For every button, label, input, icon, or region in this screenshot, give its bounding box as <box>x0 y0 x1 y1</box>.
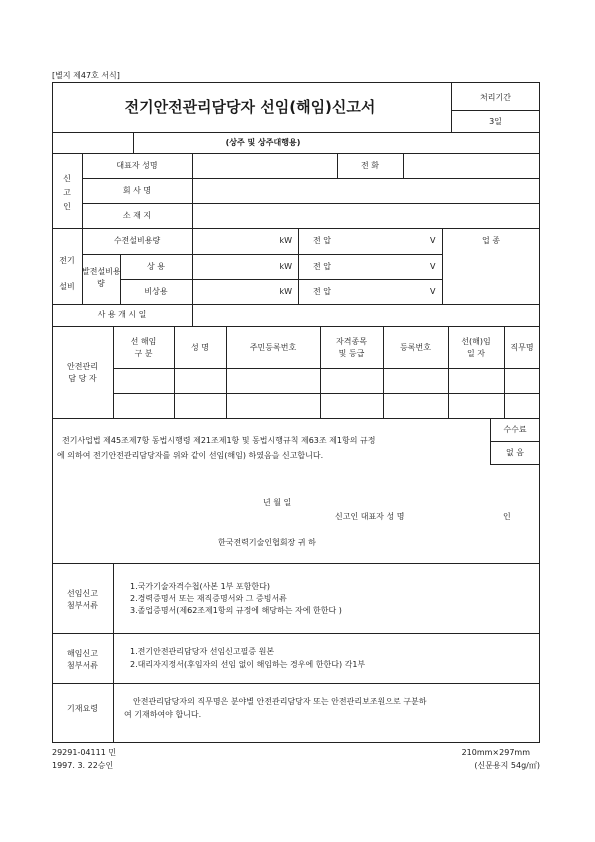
voltage-label: 전 압 <box>313 262 331 271</box>
notes-line-2: 여 기재하여야 합니다. <box>124 710 202 719</box>
col-cert-header <box>320 336 383 360</box>
col-rrn-header: 주민등록번호 <box>249 343 297 352</box>
dismiss-doc-item: 1.전기안전관리담당자 선임신고필증 원본 <box>130 647 275 656</box>
divider <box>52 563 540 564</box>
footer-approval: 1997. 3. 22승인 <box>52 761 114 770</box>
col-role-header: 직무명 <box>510 343 534 352</box>
manager-label-line: 담 당 자 <box>68 374 97 383</box>
footer-paper: (신문용지 54g/㎡) <box>474 761 540 770</box>
company-label: 회 사 명 <box>122 186 152 195</box>
divider <box>52 633 540 634</box>
voltage-label: 전 압 <box>313 287 331 296</box>
header-line: 구 분 <box>134 349 153 358</box>
seal-mark: 인 <box>503 512 511 521</box>
divider <box>383 326 384 418</box>
divider <box>298 228 299 304</box>
start-date-field[interactable] <box>195 307 535 324</box>
kw-unit: kW <box>279 262 292 271</box>
divider <box>403 153 404 178</box>
header-line: 선 해임 <box>130 337 157 346</box>
kw-unit: kW <box>279 287 292 296</box>
dismiss-doc-item: 2.대리자지정서(후임자의 선임 없이 해임하는 경우에 한한다) 각1부 <box>130 660 366 669</box>
col-name-header: 성 명 <box>191 343 209 352</box>
fee-value: 없 음 <box>506 448 524 457</box>
header-line: 일 자 <box>467 349 485 358</box>
kw-unit: kW <box>279 236 292 245</box>
rep-name-field[interactable] <box>195 156 335 175</box>
col-date-header <box>448 336 504 360</box>
voltage-label: 전 압 <box>313 236 331 245</box>
equipment-label-line: 전기 <box>59 256 75 265</box>
appoint-doc-item: 2.경력증명서 또는 재직증명서와 그 증빙서류 <box>130 594 287 603</box>
declaration-line-1: 전기사업법 제45조제7항 동법시행령 제21조제1항 및 동법시행규칙 제63조 제1항의 규정 <box>62 436 376 445</box>
date-line: 년 월 일 <box>263 498 292 507</box>
volt-unit: V <box>430 262 436 271</box>
divider <box>504 326 505 418</box>
gen-label-line: 량 <box>97 279 105 288</box>
divider <box>52 228 540 229</box>
divider <box>113 368 540 369</box>
divider <box>52 132 540 133</box>
appoint-doc-item: 3.졸업증명서(제62조제1항의 규정에 해당하는 자에 한한다 ) <box>130 606 342 615</box>
start-date-label: 사 용 개 시 일 <box>97 310 147 319</box>
generation-capacity-label <box>82 266 120 290</box>
recipient: 한국전력기술인협회장 귀 하 <box>218 538 316 547</box>
header-line: 자격종목 <box>336 337 367 346</box>
rep-name-label: 대표자 성명 <box>116 161 158 170</box>
volt-unit: V <box>430 236 436 245</box>
equipment-section-label <box>52 248 82 300</box>
divider <box>490 464 540 465</box>
manager-label-line: 안전관리 <box>67 362 98 371</box>
footer-code: 29291-04111 민 <box>52 748 117 757</box>
label-line: 해임신고 <box>67 649 98 658</box>
divider <box>120 279 442 280</box>
notes-line-1: 안전관리담당자의 직무명은 분야별 안전관리담당자 또는 안전관리보조원으로 구분하 <box>133 697 427 706</box>
form-label: [별지 제47호 서식] <box>52 71 120 80</box>
form-subtitle: (상주 및 상주대행용) <box>225 138 301 147</box>
col-type-header <box>113 336 174 360</box>
phone-field[interactable] <box>406 156 536 175</box>
company-field[interactable] <box>195 181 535 200</box>
address-label: 소 재 지 <box>122 211 152 220</box>
appoint-docs-label <box>52 588 113 612</box>
divider <box>52 153 540 154</box>
address-field[interactable] <box>195 206 535 225</box>
appoint-doc-item: 1.국가기술자격수첩(사본 1부 포함한다) <box>130 582 270 591</box>
divider <box>174 326 175 418</box>
header-line: 및 등급 <box>338 349 365 358</box>
divider <box>52 304 540 305</box>
applicant-char: 고 <box>63 188 71 197</box>
processing-period-label: 처리기간 <box>480 93 511 102</box>
divider <box>192 153 193 228</box>
divider <box>52 326 540 327</box>
divider <box>52 683 540 684</box>
applicant-char: 인 <box>63 202 71 211</box>
divider <box>113 393 540 394</box>
divider <box>82 254 442 255</box>
manager-section-label <box>52 361 113 385</box>
gen-label-line: 발전설비용 <box>82 267 121 276</box>
applicant-char: 신 <box>63 174 71 183</box>
dismiss-docs-label <box>52 648 113 672</box>
regular-label: 상 용 <box>147 262 165 271</box>
divider <box>82 203 540 204</box>
divider <box>113 563 114 743</box>
col-reg-header: 등록번호 <box>400 343 431 352</box>
applicant-section-label <box>52 172 82 214</box>
divider <box>82 178 540 179</box>
divider <box>192 304 193 326</box>
fee-label: 수수료 <box>503 425 527 434</box>
divider <box>192 228 193 304</box>
divider <box>52 418 540 419</box>
emergency-label: 비상용 <box>144 287 168 296</box>
footer-size: 210mm×297mm <box>461 748 530 757</box>
volt-unit: V <box>430 287 436 296</box>
label-line: 첨부서류 <box>67 601 98 610</box>
divider <box>451 110 540 111</box>
label-line: 선임신고 <box>67 589 98 598</box>
divider <box>490 441 540 442</box>
phone-label: 전 화 <box>361 161 379 170</box>
label-line: 첨부서류 <box>67 661 98 670</box>
declaration-line-2: 에 의하여 전기안전관리담당자를 위와 같이 선임(해임) 하였음을 신고합니다. <box>57 451 324 460</box>
notes-label: 기재요령 <box>67 704 98 713</box>
capacity-label: 수전설비용량 <box>113 236 161 245</box>
divider <box>226 326 227 418</box>
business-type-label: 업 종 <box>482 236 500 245</box>
processing-period-value: 3일 <box>489 117 502 126</box>
form-title: 전기안전관리담당자 선임(해임)신고서 <box>124 98 376 116</box>
signer-label: 신고인 대표자 성 명 <box>335 512 405 521</box>
equipment-label-line: 설비 <box>59 282 75 291</box>
header-line: 선(해)임 <box>461 337 491 346</box>
